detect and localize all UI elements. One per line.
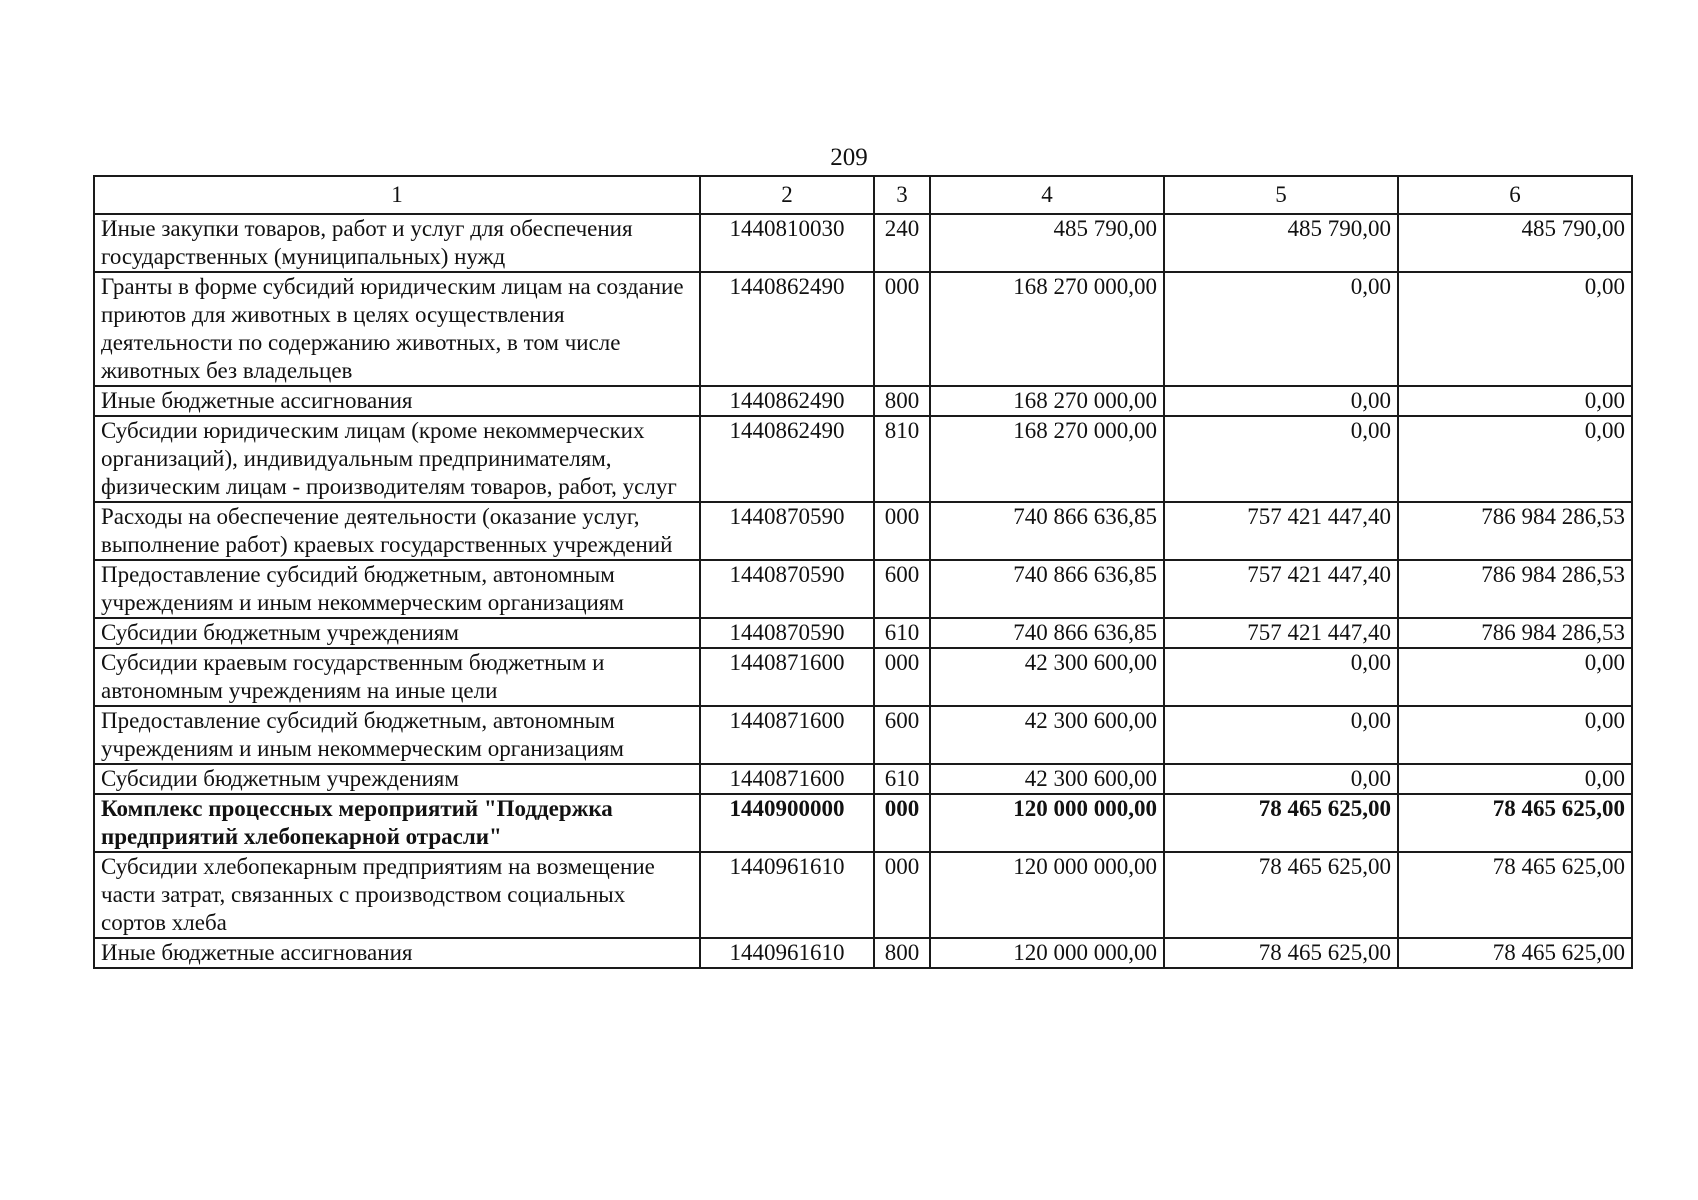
row-code: 1440870590	[700, 502, 874, 560]
row-amount-col6: 78 465 625,00	[1398, 794, 1632, 852]
row-amount-col6: 0,00	[1398, 648, 1632, 706]
row-name: Субсидии хлебопекарным предприятиям на возмещение части затрат, связанных с производством социальных сортов хлеба	[94, 852, 700, 938]
row-amount-col6: 78 465 625,00	[1398, 938, 1632, 968]
row-name: Иные бюджетные ассигнования	[94, 938, 700, 968]
table-row	[94, 706, 1632, 764]
row-amount-col4: 42 300 600,00	[930, 706, 1164, 764]
row-name: Субсидии бюджетным учреждениям	[94, 618, 700, 648]
row-expense-type: 610	[874, 618, 930, 648]
row-amount-col5: 0,00	[1164, 416, 1398, 502]
column-header: 3	[874, 176, 930, 214]
row-code: 1440961610	[700, 852, 874, 938]
row-amount-col5: 0,00	[1164, 648, 1398, 706]
table-row	[94, 416, 1632, 502]
row-amount-col4: 120 000 000,00	[930, 794, 1164, 852]
row-amount-col4: 740 866 636,85	[930, 502, 1164, 560]
row-name: Предоставление субсидий бюджетным, автономным учреждениям и иным некоммерческим организациям	[94, 560, 700, 618]
row-code: 1440862490	[700, 272, 874, 386]
row-name: Иные бюджетные ассигнования	[94, 386, 700, 416]
row-amount-col6: 485 790,00	[1398, 214, 1632, 272]
row-amount-col4: 740 866 636,85	[930, 618, 1164, 648]
row-amount-col6: 0,00	[1398, 386, 1632, 416]
row-amount-col4: 42 300 600,00	[930, 648, 1164, 706]
row-code: 1440871600	[700, 648, 874, 706]
column-header: 6	[1398, 176, 1632, 214]
row-amount-col4: 485 790,00	[930, 214, 1164, 272]
row-name: Иные закупки товаров, работ и услуг для обеспечения государственных (муниципальных) нужд	[94, 214, 700, 272]
row-amount-col6: 786 984 286,53	[1398, 560, 1632, 618]
row-expense-type: 000	[874, 794, 930, 852]
table-row-section-total	[94, 794, 1632, 852]
table-row	[94, 938, 1632, 968]
row-expense-type: 000	[874, 502, 930, 560]
row-amount-col5: 0,00	[1164, 764, 1398, 794]
row-amount-col4: 120 000 000,00	[930, 852, 1164, 938]
table-row	[94, 502, 1632, 560]
row-amount-col4: 42 300 600,00	[930, 764, 1164, 794]
row-amount-col6: 78 465 625,00	[1398, 852, 1632, 938]
row-name: Субсидии бюджетным учреждениям	[94, 764, 700, 794]
table-row	[94, 560, 1632, 618]
row-amount-col5: 757 421 447,40	[1164, 560, 1398, 618]
row-name: Комплекс процессных мероприятий "Поддержка предприятий хлебопекарной отрасли"	[94, 794, 700, 852]
row-name: Субсидии краевым государственным бюджетным и автономным учреждениям на иные цели	[94, 648, 700, 706]
header-row	[94, 176, 1632, 214]
row-code: 1440870590	[700, 618, 874, 648]
row-amount-col6: 0,00	[1398, 272, 1632, 386]
row-expense-type: 600	[874, 706, 930, 764]
row-amount-col5: 0,00	[1164, 386, 1398, 416]
row-name: Субсидии юридическим лицам (кроме некоммерческих организаций), индивидуальным предпринимателям, физическим лицам - производителям товаров, работ, услуг	[94, 416, 700, 502]
column-header: 5	[1164, 176, 1398, 214]
row-amount-col5: 0,00	[1164, 272, 1398, 386]
row-name: Расходы на обеспечение деятельности (оказание услуг, выполнение работ) краевых государственных учреждений	[94, 502, 700, 560]
row-amount-col6: 786 984 286,53	[1398, 502, 1632, 560]
row-code: 1440900000	[700, 794, 874, 852]
row-code: 1440810030	[700, 214, 874, 272]
row-expense-type: 240	[874, 214, 930, 272]
table-row	[94, 272, 1632, 386]
row-amount-col6: 0,00	[1398, 416, 1632, 502]
row-code: 1440871600	[700, 764, 874, 794]
table-row	[94, 386, 1632, 416]
row-amount-col4: 168 270 000,00	[930, 416, 1164, 502]
column-header: 4	[930, 176, 1164, 214]
row-amount-col5: 78 465 625,00	[1164, 794, 1398, 852]
table-row	[94, 648, 1632, 706]
column-header: 1	[94, 176, 700, 214]
row-expense-type: 000	[874, 852, 930, 938]
row-code: 1440862490	[700, 386, 874, 416]
column-header: 2	[700, 176, 874, 214]
row-code: 1440871600	[700, 706, 874, 764]
table-row	[94, 214, 1632, 272]
row-amount-col6: 0,00	[1398, 764, 1632, 794]
row-amount-col6: 786 984 286,53	[1398, 618, 1632, 648]
row-code: 1440870590	[700, 560, 874, 618]
row-amount-col5: 757 421 447,40	[1164, 618, 1398, 648]
row-amount-col5: 0,00	[1164, 706, 1398, 764]
row-expense-type: 600	[874, 560, 930, 618]
row-amount-col5: 485 790,00	[1164, 214, 1398, 272]
row-amount-col4: 168 270 000,00	[930, 272, 1164, 386]
row-expense-type: 000	[874, 272, 930, 386]
page-number: 209	[830, 144, 868, 171]
row-amount-col5: 78 465 625,00	[1164, 938, 1398, 968]
row-code: 1440862490	[700, 416, 874, 502]
row-expense-type: 810	[874, 416, 930, 502]
row-name: Предоставление субсидий бюджетным, автономным учреждениям и иным некоммерческим организациям	[94, 706, 700, 764]
row-amount-col5: 757 421 447,40	[1164, 502, 1398, 560]
row-amount-col6: 0,00	[1398, 706, 1632, 764]
row-expense-type: 610	[874, 764, 930, 794]
table-row	[94, 618, 1632, 648]
table-row	[94, 764, 1632, 794]
row-name: Гранты в форме субсидий юридическим лицам на создание приютов для животных в целях осуществления деятельности по содержанию животных, в том числе животных без владельцев	[94, 272, 700, 386]
row-expense-type: 800	[874, 938, 930, 968]
row-amount-col5: 78 465 625,00	[1164, 852, 1398, 938]
budget-table	[93, 175, 1633, 969]
row-amount-col4: 120 000 000,00	[930, 938, 1164, 968]
row-expense-type: 800	[874, 386, 930, 416]
row-amount-col4: 168 270 000,00	[930, 386, 1164, 416]
table-row	[94, 852, 1632, 938]
row-expense-type: 000	[874, 648, 930, 706]
row-amount-col4: 740 866 636,85	[930, 560, 1164, 618]
row-code: 1440961610	[700, 938, 874, 968]
